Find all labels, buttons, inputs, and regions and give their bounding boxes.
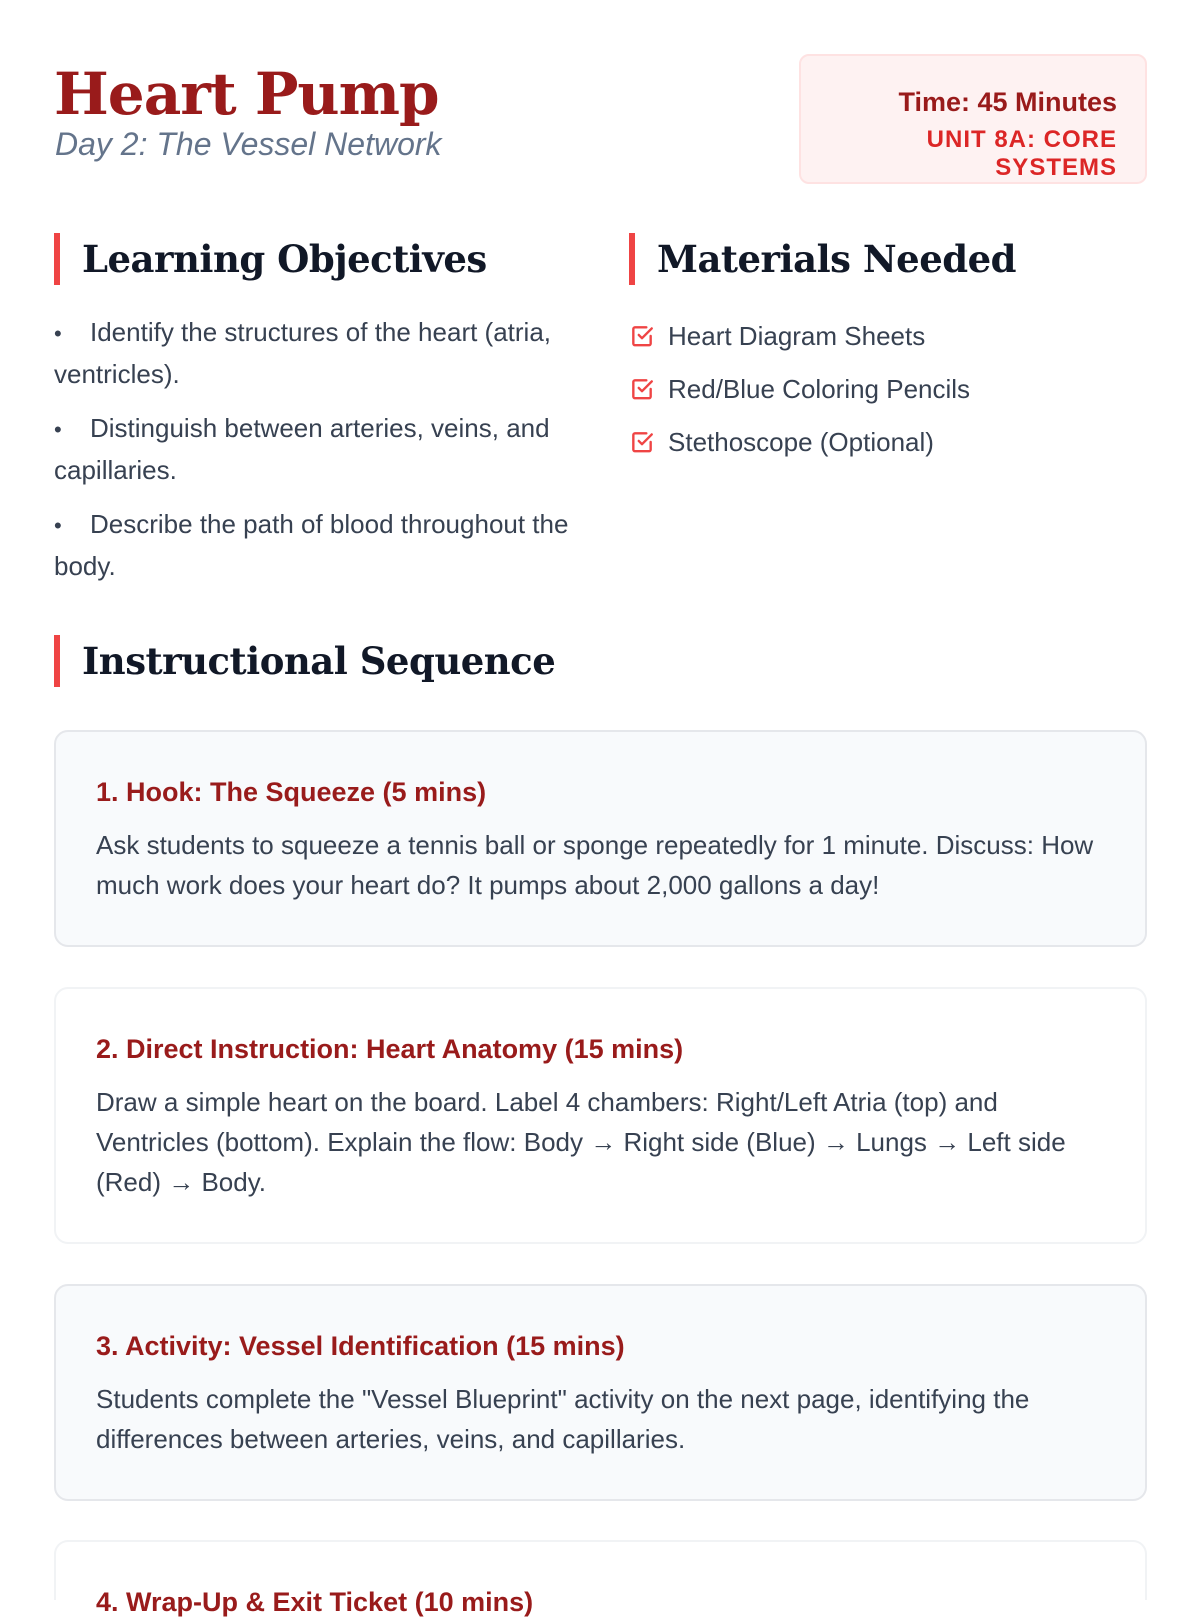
sequence-heading: Instructional Sequence [54, 635, 555, 687]
step-body: Draw a simple heart on the board. Label 4 chambers: Right/Left Atria (top) and Ventricles (bottom). Explain the flow: Body → Right side (Blue) → Lungs → Left side (Red) → Body. [96, 1087, 1066, 1197]
checkbox-icon [629, 376, 655, 402]
list-item [629, 369, 1129, 409]
step-card [54, 1540, 1147, 1617]
header [54, 54, 1147, 184]
objectives-heading: Learning Objectives [54, 233, 487, 285]
material-label: Red/Blue Coloring Pencils [668, 373, 971, 404]
checkbox-icon [629, 323, 655, 349]
list-item: • Describe the path of blood throughout the body. [54, 504, 574, 586]
bullet-icon: • [54, 321, 62, 346]
step-body: Ask students to squeeze a tennis ball or sponge repeatedly for 1 minute. Discuss: How much work does your heart do? It pumps about 2,000 gallons a day! [96, 830, 1094, 900]
page-title: Heart Pump [54, 60, 439, 128]
materials-list [629, 316, 1129, 475]
step-body: Students complete the "Vessel Blueprint" activity on the next page, identifying the differences between arteries, veins, and capillaries. [96, 1384, 1030, 1454]
lesson-unit: UNIT 8A: CORE SYSTEMS [926, 126, 1117, 181]
material-label: Stethoscope (Optional) [668, 426, 934, 457]
step-title: 1. Hook: The Squeeze (5 mins) [96, 777, 487, 807]
step-card [54, 730, 1147, 947]
list-item [629, 316, 1129, 356]
bullet-icon: • [54, 417, 62, 442]
page-subtitle: Day 2: The Vessel Network [55, 126, 442, 162]
materials-heading: Materials Needed [629, 233, 1016, 285]
material-label: Heart Diagram Sheets [668, 320, 926, 351]
list-item: • Distinguish between arteries, veins, and capillaries. [54, 408, 574, 490]
step-card [54, 1284, 1147, 1501]
lesson-meta-box [799, 54, 1147, 184]
step-card [54, 987, 1147, 1244]
lesson-time: Time: 45 Minutes [898, 87, 1117, 117]
list-item [629, 422, 1129, 462]
step-title: 3. Activity: Vessel Identification (15 mins) [96, 1331, 625, 1361]
step-title: 4. Wrap-Up & Exit Ticket (10 mins) [96, 1587, 534, 1617]
checkbox-icon [629, 429, 655, 455]
list-item: • Identify the structures of the heart (atria, ventricles). [54, 312, 574, 394]
bullet-icon: • [54, 513, 62, 538]
objectives-list [54, 312, 574, 600]
step-title: 2. Direct Instruction: Heart Anatomy (15 mins) [96, 1034, 684, 1064]
